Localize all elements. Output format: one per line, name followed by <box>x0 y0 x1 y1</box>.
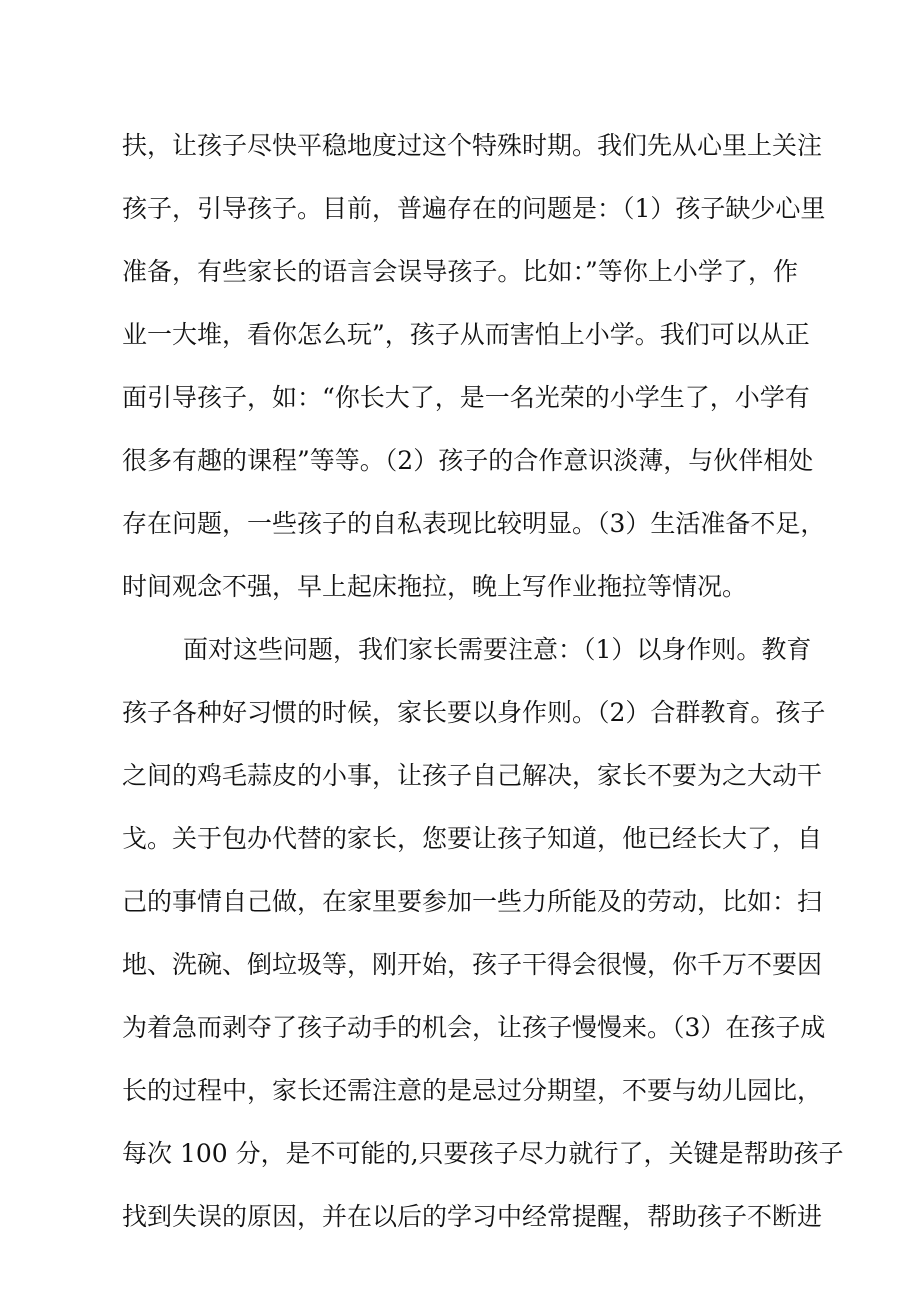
text-line <box>0 940 920 990</box>
text-line <box>0 184 920 234</box>
text-line-content: 地、洗碗、倒垃圾等，刚开始，孩子干得会很慢，你千万不要因 <box>122 950 823 979</box>
text-line-content: 为着急而剥夺了孩子动手的机会，让孩子慢慢来。（3）在孩子成 <box>122 1013 826 1042</box>
text-line-content: 面对这些问题，我们家长需要注意：（1）以身作则。教育 <box>183 635 812 664</box>
text-line <box>0 1066 920 1116</box>
text-line-content: 孩子，引导孩子。目前，普遍存在的问题是：（1）孩子缺少心里 <box>122 194 826 223</box>
text-line-content: 每次 100 分，是不可能的,只要孩子尽力就行了，关键是帮助孩子 <box>122 1139 844 1168</box>
text-line-content: 戈。关于包办代替的家长，您要让孩子知道，他已经长大了，自 <box>122 824 823 853</box>
text-line-content: 己的事情自己做，在家里要参加一些力所能及的劳动，比如：扫 <box>122 887 823 916</box>
text-line-content: 业一大堆，看你怎么玩”，孩子从而害怕上小学。我们可以从正 <box>122 320 810 349</box>
text-line-content: 准备，有些家长的语言会误导孩子。比如：”等你上小学了，作 <box>122 257 798 286</box>
text-line <box>0 247 920 297</box>
text-line-content: 孩子各种好习惯的时候，家长要以身作则。（2）合群教育。孩子 <box>122 698 826 727</box>
text-line-content: 之间的鸡毛蒜皮的小事，让孩子自己解决，家长不要为之大动干 <box>122 761 823 790</box>
text-line-content: 面引导孩子，如：“你长大了，是一名光荣的小学生了，小学有 <box>122 383 810 412</box>
text-line <box>0 688 920 738</box>
text-line-content: 找到失误的原因，并在以后的学习中经常提醒，帮助孩子不断进 <box>122 1202 823 1231</box>
text-line <box>0 1129 920 1179</box>
text-line-content: 长的过程中，家长还需注意的是忌过分期望，不要与幼儿园比， <box>122 1076 823 1105</box>
text-line-content: 很多有趣的课程”等等。（2）孩子的合作意识淡薄，与伙伴相处 <box>122 446 814 475</box>
text-line <box>0 499 920 549</box>
text-line-content: 时间观念不强，早上起床拖拉，晚上写作业拖拉等情况。 <box>122 572 748 601</box>
paragraph-first-line <box>0 625 920 675</box>
text-line-content: 扶，让孩子尽快平稳地度过这个特殊时期。我们先从心里上关注 <box>122 131 823 160</box>
text-line <box>0 814 920 864</box>
text-line <box>0 562 920 612</box>
text-line <box>0 751 920 801</box>
text-line <box>0 1003 920 1053</box>
text-line <box>0 436 920 486</box>
text-line <box>0 877 920 927</box>
text-line-content: 存在问题，一些孩子的自私表现比较明显。（3）生活准备不足， <box>122 509 826 538</box>
text-line <box>0 310 920 360</box>
text-line <box>0 1192 920 1242</box>
text-line <box>0 373 920 423</box>
text-line <box>0 121 920 171</box>
